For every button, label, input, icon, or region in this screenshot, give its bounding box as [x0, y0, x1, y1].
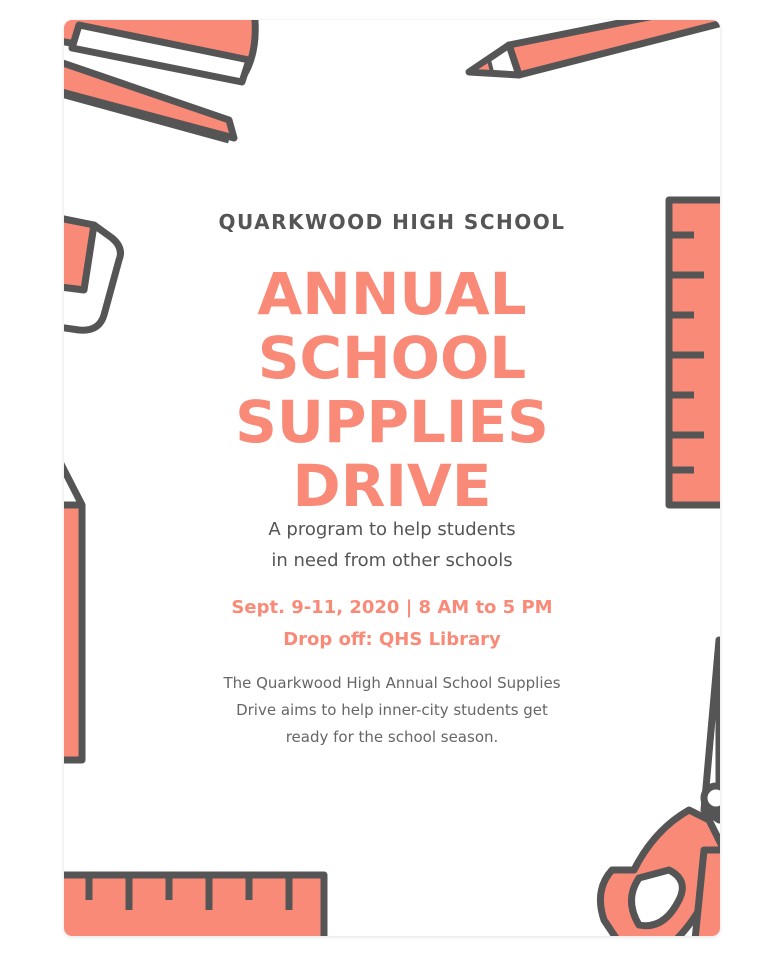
pencil-icon — [469, 20, 720, 75]
tagline-line: A program to help students — [268, 519, 516, 540]
stapler-icon — [64, 20, 255, 140]
description — [64, 670, 720, 751]
ruler-icon — [64, 875, 324, 936]
flyer-poster — [64, 20, 720, 936]
title-line: ANNUAL — [257, 260, 527, 328]
tagline-line: in need from other schools — [271, 550, 513, 571]
event-date-time: Sept. 9-11, 2020 | 8 AM to 5 PM — [231, 597, 553, 618]
description-line: The Quarkwood High Annual School Supplies — [223, 674, 561, 692]
description-line: ready for the school season. — [285, 728, 499, 746]
event-details — [64, 592, 720, 656]
school-name: QUARKWOOD HIGH SCHOOL — [218, 210, 566, 234]
drop-off-location: Drop off: QHS Library — [283, 629, 501, 650]
event-title — [64, 262, 720, 518]
title-line: DRIVE — [292, 452, 492, 520]
description-line: Drive aims to help inner-city students get — [236, 701, 548, 719]
title-line: SCHOOL — [257, 324, 527, 392]
tagline — [64, 514, 720, 576]
title-line: SUPPLIES — [235, 388, 549, 456]
